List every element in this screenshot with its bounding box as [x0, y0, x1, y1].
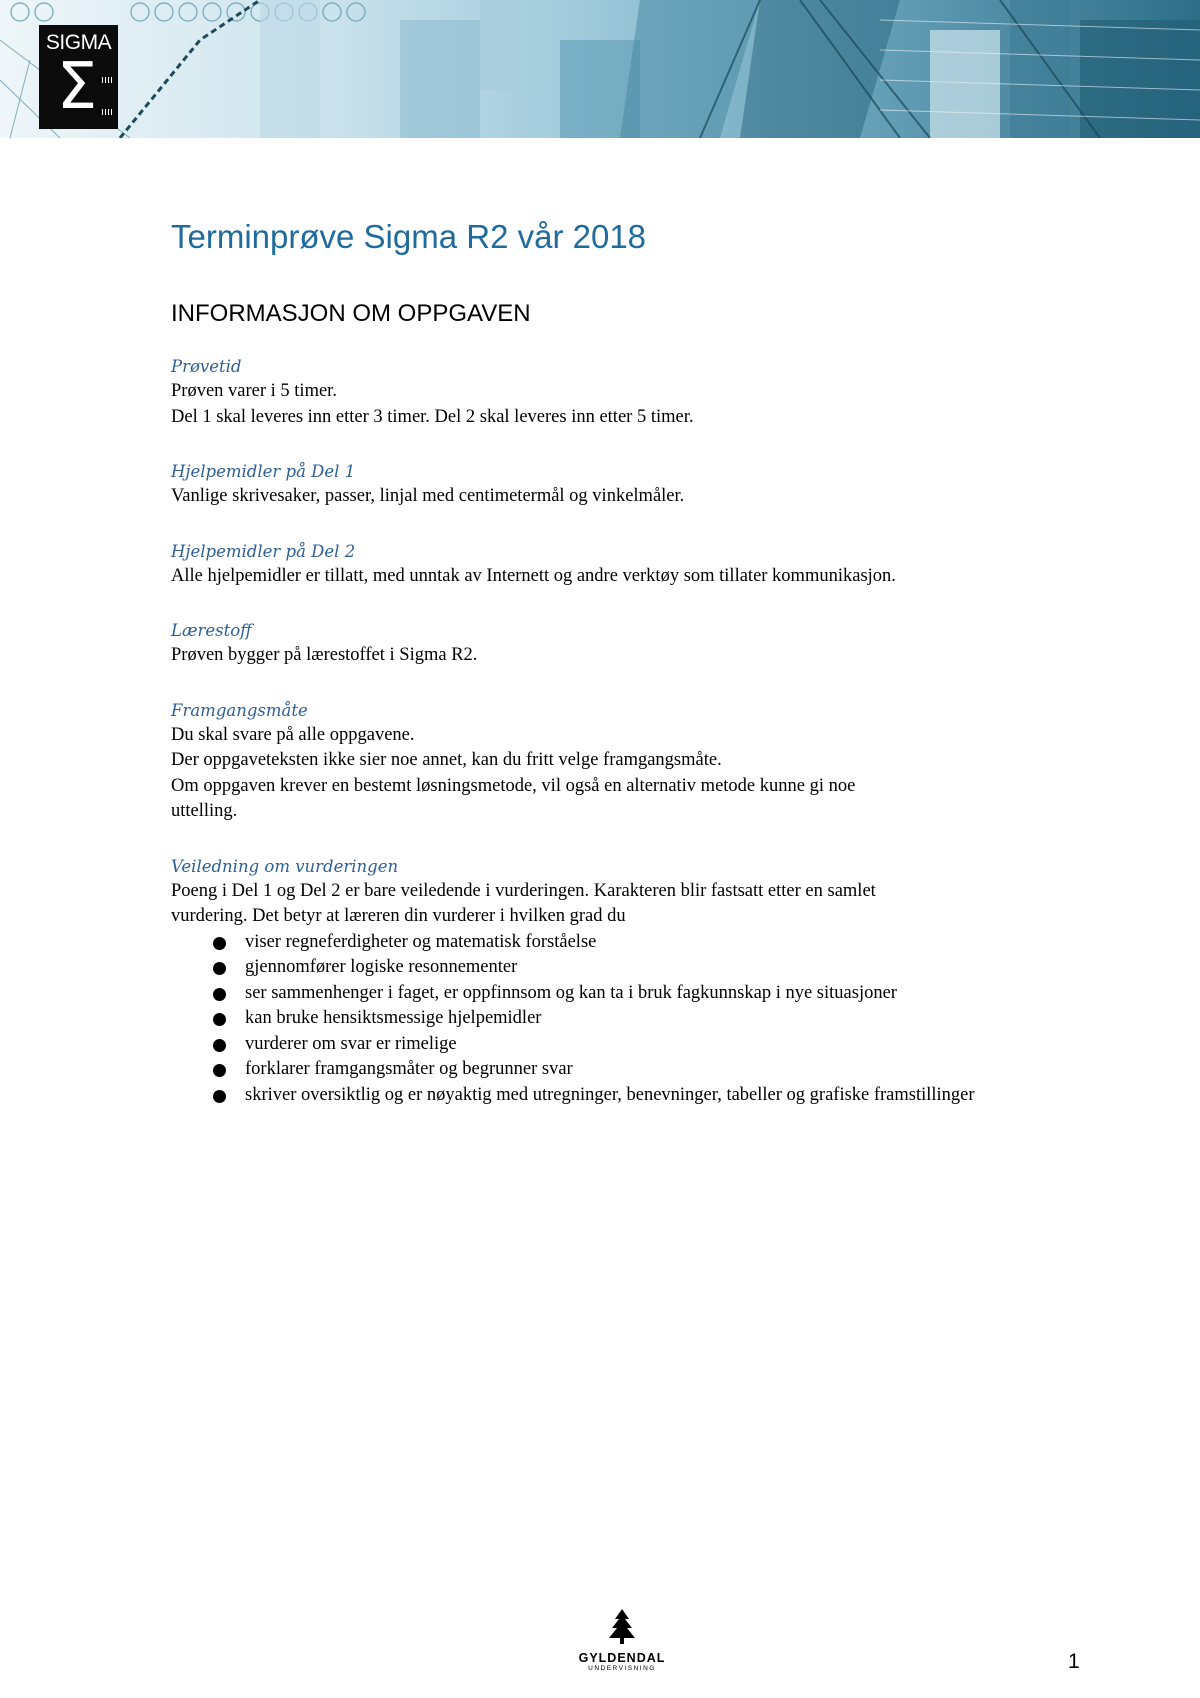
logo-text: SIGMA: [45, 31, 112, 54]
logo-tick-mark: [102, 109, 114, 115]
header-banner: [0, 0, 1200, 138]
list-item-text: vurderer om svar er rimelige: [245, 1033, 457, 1054]
bullet-icon: [213, 1039, 226, 1052]
list-item-text: ser sammenhenger i faget, er oppfinnsom og kan ta i bruk fagkunnskap i nye situasjoner: [245, 982, 897, 1003]
list-item-text: viser regneferdigheter og matematisk forståelse: [245, 931, 597, 952]
list-item: [245, 981, 1051, 1007]
logo-tick-mark: [102, 77, 114, 83]
bullet-icon: [213, 988, 226, 1001]
paragraph-line: Del 1 skal leveres inn etter 3 timer. Del 2 skal leveres inn etter 5 timer.: [171, 406, 694, 427]
section-laerestoff: [171, 618, 1051, 669]
bullet-icon: [213, 1090, 226, 1103]
page-number: 1: [1068, 1650, 1080, 1673]
gyldendal-logo: [572, 1609, 672, 1672]
paragraph-line: Prøven varer i 5 timer.: [171, 381, 337, 401]
section-veiledning: [171, 854, 1051, 1109]
publisher-name: GYLDENDAL: [578, 1651, 666, 1665]
criteria-list: [171, 930, 1051, 1109]
paragraph-line: Poeng i Del 1 og Del 2 er bare veiledende i vurderingen. Karakteren blir fastsatt etter en samlet: [171, 880, 876, 901]
list-item-text: skriver oversiktlig og er nøyaktig med utregninger, benevninger, tabeller og grafiske framstillinger: [245, 1084, 975, 1105]
paragraph-line: Alle hjelpemidler er tillatt, med unntak av Internett og andre verktøy som tillater kommunikasjon.: [171, 565, 896, 586]
document-subtitle: INFORMASJON OM OPPGAVEN: [171, 300, 531, 327]
list-item: [245, 1057, 1051, 1083]
tree-icon: [607, 1609, 637, 1645]
section-hjelpemidler-del2: [171, 539, 1051, 590]
paragraph-line: Om oppgaven krever en bestemt løsningsmetode, vil også en alternativ metode kunne gi noe: [171, 775, 856, 796]
publisher-subtitle: UNDERVISNING: [588, 1665, 656, 1672]
paragraph-line: Prøven bygger på lærestoffet i Sigma R2.: [171, 645, 478, 665]
list-item: [245, 930, 1051, 956]
list-item: [245, 1006, 1051, 1032]
list-item-text: gjennomfører logiske resonnementer: [245, 957, 518, 977]
list-item-text: forklarer framgangsmåter og begrunner svar: [245, 1059, 573, 1079]
sigma-icon: Σ: [56, 50, 98, 124]
sigma-logo: [39, 25, 118, 129]
bullet-icon: [213, 937, 226, 950]
section-heading: Framgangsmåte: [171, 700, 308, 720]
section-heading: Hjelpemidler på Del 1: [171, 462, 356, 481]
banner-photo: [0, 0, 1200, 138]
section-provetid: [171, 354, 1051, 430]
paragraph-line: uttelling.: [171, 801, 238, 821]
bullet-icon: [213, 1064, 226, 1077]
paragraph-line: vurdering. Det betyr at læreren din vurderer i hvilken grad du: [171, 906, 626, 926]
section-heading: Prøvetid: [171, 357, 242, 376]
list-item-text: kan bruke hensiktsmessige hjelpemidler: [245, 1008, 542, 1028]
list-item: [245, 1032, 1051, 1058]
info-sections: [171, 354, 1051, 1137]
bullet-icon: [213, 962, 226, 975]
section-heading: Veiledning om vurderingen: [171, 856, 399, 876]
list-item: [245, 1083, 1045, 1109]
section-framgangsmate: [171, 698, 1051, 825]
paragraph-line: Du skal svare på alle oppgavene.: [171, 724, 415, 745]
paragraph-line: Vanlige skrivesaker, passer, linjal med centimetermål og vinkelmåler.: [171, 486, 685, 506]
paragraph-line: Der oppgaveteksten ikke sier noe annet, kan du fritt velge framgangsmåte.: [171, 750, 722, 770]
section-heading: Lærestoff: [171, 621, 252, 640]
bullet-icon: [213, 1013, 226, 1026]
list-item: [245, 955, 1051, 981]
section-heading: Hjelpemidler på Del 2: [171, 541, 356, 561]
section-hjelpemidler-del1: [171, 459, 1051, 510]
document-title: Terminprøve Sigma R2 vår 2018: [171, 218, 647, 255]
